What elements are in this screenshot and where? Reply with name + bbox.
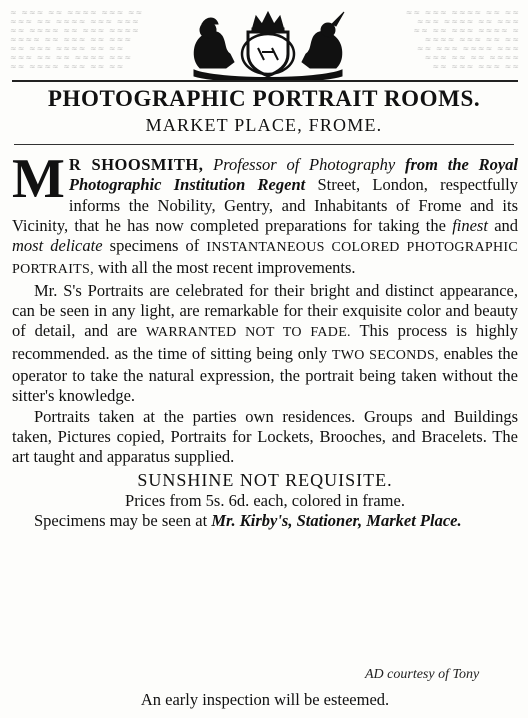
- advert-body: [12, 148, 519, 531]
- intro-text: Street, London, respectfully informs the Nobility, Gentry, and Inhabitants of Frome and its Vicinity, that he has now completed preparations for taking the: [12, 175, 518, 235]
- proprietor-name: R SHOOSMITH,: [68, 155, 204, 174]
- most-delicate-phrase: most delicate: [12, 236, 103, 256]
- top-rule: [12, 80, 518, 82]
- drop-cap: M: [12, 148, 65, 210]
- show-through-text-left: ≈ ≈≈≈ ≈≈ ≈≈≈≈ ≈≈≈ ≈≈ ≈≈≈ ≈≈ ≈≈≈≈ ≈≈≈ ≈≈≈ ≈≈ ≈≈≈≈ ≈≈ ≈≈≈ ≈≈≈≈ ≈≈≈≈ ≈≈ ≈≈≈ ≈≈ ≈≈≈ ≈≈ ≈≈≈ ≈≈≈≈ ≈≈ ≈≈ ≈≈≈ ≈≈ ≈≈ ≈≈≈≈ ≈≈≈ ≈≈ ≈≈≈≈ ≈≈≈ ≈≈ ≈≈: [10, 8, 144, 71]
- expression-text: enables the operator to take the natural expression, the portrait being taken without the sitter's knowledge.: [12, 343, 519, 406]
- show-through-text-right: ≈≈ ≈≈≈ ≈≈≈≈ ≈≈ ≈≈ ≈≈≈ ≈≈≈≈ ≈≈ ≈≈≈ ≈≈ ≈≈ ≈≈≈ ≈≈≈≈ ≈ ≈≈≈≈ ≈≈≈ ≈≈ ≈≈ ≈≈ ≈≈≈ ≈≈≈≈ ≈≈≈ ≈≈≈ ≈≈ ≈≈ ≈≈≈≈ ≈≈ ≈≈≈ ≈≈≈ ≈≈: [405, 8, 520, 71]
- specimens-place: Mr. Kirby's, Stationer, Market Place.: [211, 511, 462, 531]
- advert-heading: PHOTOGRAPHIC PORTRAIT ROOMS.: [47, 86, 481, 111]
- two-seconds-caps: TWO SECONDS,: [331, 347, 439, 363]
- specimens-text: Specimens may be seen at: [34, 511, 208, 531]
- royal-coat-of-arms-image: [178, 10, 358, 80]
- institution-line: from the Royal Photographic Institution Regent: [68, 155, 518, 195]
- advert-subheading: MARKET PLACE, FROME.: [145, 115, 383, 135]
- prices-line: Prices from 5s. 6d. each, colored in frame.: [125, 490, 405, 510]
- intro-ending: with all the most recent improvements.: [98, 258, 356, 278]
- finest-word: finest: [452, 215, 488, 235]
- warranted-caps: WARRANTED NOT TO FADE.: [145, 325, 351, 341]
- closing-line: An early inspection will be esteemed.: [140, 690, 390, 709]
- portraits-caps: INSTANTANEOUS COLORED PHOTOGRAPHIC PORTRAITS,: [12, 240, 518, 278]
- paragraph-services: Portraits taken at the parties own residences. Groups and Buildings taken, Pictures copied, Portraits for Lockets, Brooches, and Bracelets. The art taught and apparatus supplied.: [12, 406, 518, 467]
- image-credit: AD courtesy of Tony: [365, 667, 480, 682]
- portraits-text: Mr. S's Portraits are celebrated for their bright and distinct appearance, can be seen in any light, are remarkable for their exquisite color and beauty of detail, and are: [12, 280, 518, 341]
- process-text: This process is highly recommended. as the time of sitting being only: [12, 321, 519, 363]
- and-word: and: [494, 215, 519, 235]
- proprietor-title: Professor of Photography: [213, 155, 396, 174]
- specimens-of-phrase: specimens of: [109, 236, 200, 256]
- heading-rule: [14, 144, 514, 145]
- specimens-line: [12, 511, 518, 531]
- sunshine-line: SUNSHINE NOT REQUISITE.: [137, 470, 393, 491]
- paragraph-portraits: [12, 281, 518, 407]
- paragraph-introduction: [12, 148, 519, 281]
